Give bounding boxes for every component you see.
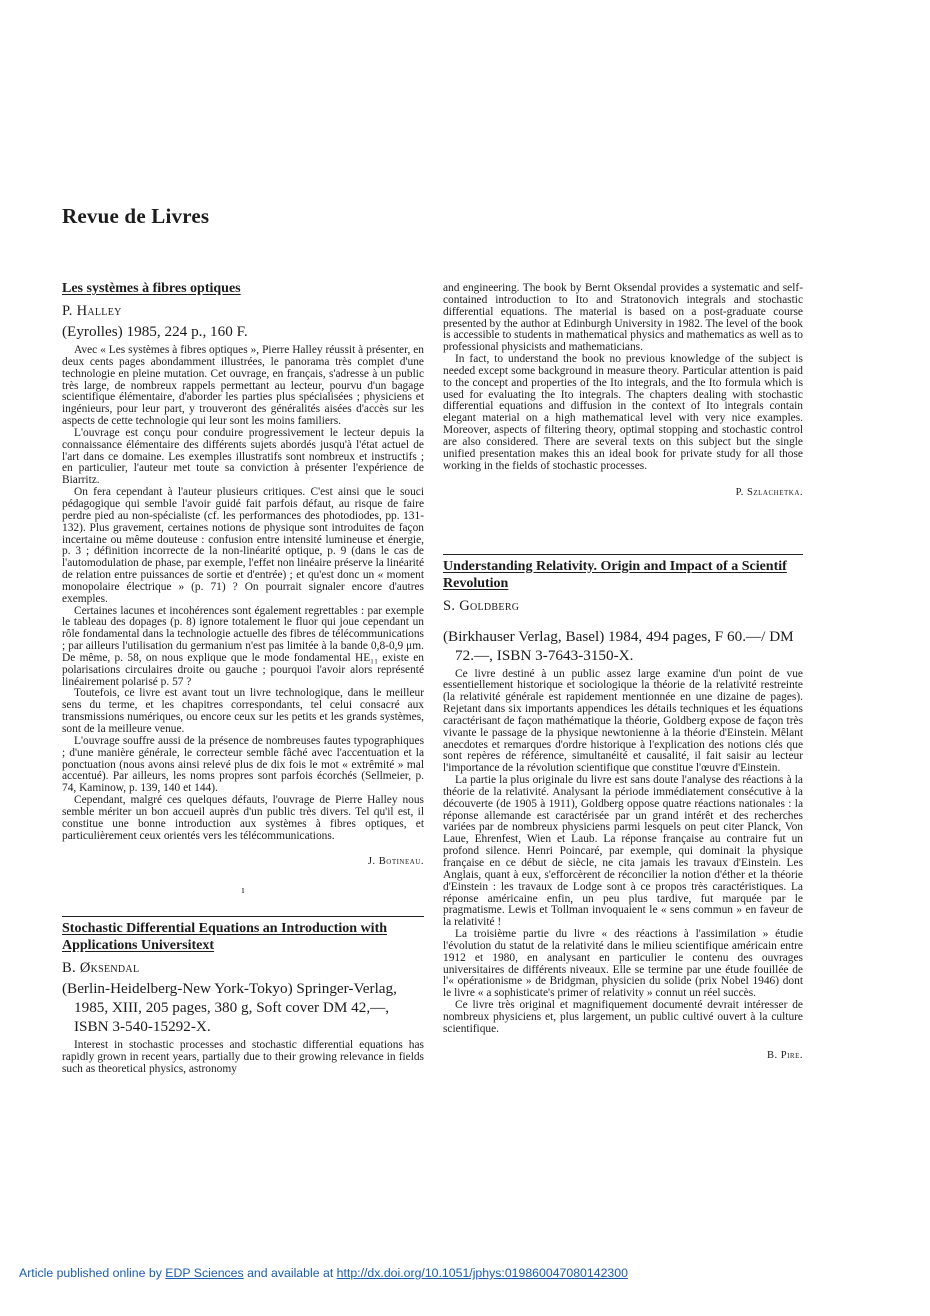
footer-middle: and available at (243, 1266, 337, 1280)
review-paragraph: and engineering. The book by Bernt Oksendal provides a systematic and self-contained introduction to Ito and Stratonovich integrals and stochastic differential equations. The material is based on a post-graduate course presented by the author at Edinburgh University in 1982. The level of the book is accessible to students in mathematical physics and mathematics as well as to professional physicists and mathematicians. (443, 282, 803, 354)
review-title: Understanding Relativity. Origin and Impact of a Scientif Revolution (443, 554, 803, 592)
reviewer-signature: J. Botineau. (367, 856, 424, 868)
review-author: P. Halley (62, 303, 122, 319)
page-title: Revue de Livres (62, 204, 210, 228)
footer-prefix: Article published online by (19, 1266, 166, 1280)
review-publication: (Berlin-Heidelberg-New York-Tokyo) Springer-Verlag, 1985, XIII, 205 pages, 380 g, Soft cover DM 42,—, ISBN 3-540-15292-X. (62, 980, 397, 1036)
review-author: S. Goldberg (443, 597, 520, 614)
right-column (443, 283, 803, 1061)
review-paragraph: Ce livre destiné à un public assez large examine d'un point de vue essentiellement historique et sociologique la théorie de la relativité restreinte (la relativité générale est rapidement mentionnée en une dizaine de pages). Rejetant dans six importants appendices les détails techniques et les équations caractérisant de façon mathématique la théorie, Goldberg expose de façon très vivante le passage de la physique newtonienne à la théorie d'Einstein. Mêlant anecdotes et remarques d'ordre historique à l'explication des notions clés que sont repères de référence, simultanéité et causalité, il fait saisir au lecteur l'importance de la révolution scientifique que constitue l'œuvre d'Einstein. (443, 667, 803, 775)
footer-citation (19, 1266, 628, 1280)
review-title: Stochastic Differential Equations an Introduction with Applications Universitext (62, 916, 424, 954)
review-paragraph: On fera cependant à l'auteur plusieurs critiques. C'est ainsi que le souci pédagogique qui semble l'avoir guidé fait parfois défaut, au risque de faire perdre pied au non-spécialiste (cf. les performances des photodiodes, pp. 131-132). Plus gravement, certaines notions de physique sont introduites de façon incertaine ou même douteuse : confusion entre intensité lumineuse et énergie, p. 3 ; définition incorrecte de la non-linéarité optique, p. 9 (dans le cas de l'automodulation de phase, par exemple, l'effet non linéaire préserve la linéarité de relation entre puissances de sortie et d'entrée) ; et qu'est donc un « moment monopolaire électrique » (p. 71) ? On pourrait signaler encore d'autres exemples. (62, 486, 424, 605)
review-stochastic-continued (443, 283, 803, 498)
review-stochastic (62, 916, 424, 1076)
reviewer-signature: B. Pire. (767, 1049, 803, 1061)
review-paragraph: Cependant, malgré ces quelques défauts, l'ouvrage de Pierre Halley nous semble mériter un bon accueil auprès d'un public très divers. Tel qu'il est, il constitue une bonne introduction aux systèmes à fibres optiques, et particulièrement ceux orientés vers les télécommunications. (62, 794, 424, 842)
review-paragraph: L'ouvrage est conçu pour conduire progressivement le lecteur depuis la connaissance élémentaire des différents sujets abordés jusqu'à l'état actuel de l'art dans ce domaine. Les exemples illustratifs sont nombreux et instructifs ; en particulier, l'auteur met toute sa conviction à présenter l'expérience de Biarritz. (62, 426, 424, 487)
review-paragraph: Ce livre très original et magnifiquement documenté devrait intéresser de nombreux physiciens et, plus largement, un public cultivé ouvert à la culture scientifique. (443, 999, 803, 1035)
separator-mark: ı (241, 885, 245, 897)
review-paragraph: La partie la plus originale du livre est sans doute l'analyse des réactions à la théorie de la relativité. Analysant la période immédiatement consécutive à la découverte (de 1905 à 1911), Goldberg oppose quatre réactions nationales : la réponse allemande est caractérisée par un grand intérêt et des recherches variées par de nombreux physiciens parmi lesquels on peut citer Planck, Von Laue, Ehrenfest, Wien et Laub. La réponse française au contraire fut un profond silence. Henri Poincaré, par exemple, qui dominait la physique française en ce début de siècle, ne cita jamais les travaux d'Einstein. Les Anglais, quant à eux, s'efforcèrent de réconcilier la notion d'éther et la théorie d'Einstein : les travaux de Lodge sont à ce propos très caractéristiques. La réponse américaine enfin, un peu plus tardive, fut marquée par le pragmatisme. Lewis et Tollman invoquaient le « sens commun » en faveur de la relativité ! (443, 774, 803, 929)
doi-link[interactable]: http://dx.doi.org/10.1051/jphys:019860047080142300 (336, 1266, 628, 1280)
review-author: B. Øksendal (62, 960, 140, 977)
review-paragraph: La troisième partie du livre « des réactions à l'assimilation » étudie l'évolution du statut de la relativité dans le milieu scientifique américain entre 1912 et 1980, en analysant en particulier le contenu des ouvrages universitaires de différents niveaux. Elle se termine par une étude fouillée de l'« opérationisme » de Bridgman, physicien du solide (prix Nobel 1946) dont le livre « a sophisticate's primer of relativity » connut un réel succès. (443, 928, 803, 1000)
review-publication: (Birkhauser Verlag, Basel) 1984, 494 pages, F 60.—/ DM 72.—, ISBN 3-7643-3150-X. (443, 627, 794, 664)
left-column (62, 280, 424, 1076)
review-paragraph: Interest in stochastic processes and stochastic differential equations has rapidly grown in recent years, partially due to their growing relevance in fields such as theoretical physics, astronomy (62, 1039, 424, 1076)
review-paragraph: Avec « Les systèmes à fibres optiques », Pierre Halley réussit à présenter, en deux cents pages abondamment illustrées, le panorama très complet d'une technologie en pleine mutation. Cet ouvrage, en français, s'adresse à un public très large, de nombreux rappels permettant au lecteur, pourvu d'un bagage scientifique élémentaire, d'aborder les parties plus spécialisées ; physiciens et ingénieurs, pour leur part, y trouveront des généralités aisées d'accès sur les aspects de cette technologie qui leur sont les moins familiers. (62, 344, 424, 428)
review-publication: (Eyrolles) 1985, 224 p., 160 F. (62, 323, 248, 340)
reviewer-signature: P. Szlachetka. (735, 486, 803, 498)
review-paragraph: In fact, to understand the book no previous knowledge of the subject is needed except some background in measure theory. Particular attention is paid to the concept and properties of the Ito integrals, and the Ito formula which is used for evaluating the Ito integrals. The chapters dealing with stochastic differential equations and diffusion in the context of Ito integrals contain elegant material on a high mathematical level with very nice examples. Moreover, aspects of filtering theory, optimal stopping and stochastic control are also considered. There are several texts on this subject but the single unified presentation makes this an ideal book for private study for all those working in the fields of stochastic processes. (443, 353, 803, 472)
review-paragraph: Certaines lacunes et incohérences sont également regrettables : par exemple le tableau des dopages (p. 8) ignore totalement le fluor qui joue cependant un rôle fondamental dans la technologie actuelle des fibres de télécommunications ; par ailleurs l'utilisation du germanium n'est pas limitée à la bande 0,8-0,9 μm. De même, p. 58, on nous explique que le mode fondamental HE₁₁ existe en polarisations circulaires droite ou gauche ; pourquoi l'avoir alors représenté linéairement polarisé p. 57 ? (62, 604, 424, 688)
review-fibres-optiques (62, 280, 424, 867)
review-paragraph: L'ouvrage souffre aussi de la présence de nombreuses fautes typographiques ; d'une manière générale, le correcteur semble fâché avec l'accentuation et la ponctuation (nous avons ainsi relevé plus de dix fois le mot « extrêmité » mal accentué). Par ailleurs, les noms propres sont parfois écorchés (Sellmeier, p. 74, Kaminow, p. 139, 140 et 144). (62, 734, 424, 795)
review-paragraph: Toutefois, ce livre est avant tout un livre technologique, dans le meilleur sens du terme, et les chapitres correspondants, tel celui consacré aux transmissions numériques, ou encore ceux sur les petits et les grands systèmes, sont de la meilleure venue. (62, 687, 424, 735)
review-title: Les systèmes à fibres optiques (62, 281, 241, 296)
publisher-link[interactable]: EDP Sciences (165, 1266, 244, 1280)
review-relativity (443, 554, 803, 1061)
